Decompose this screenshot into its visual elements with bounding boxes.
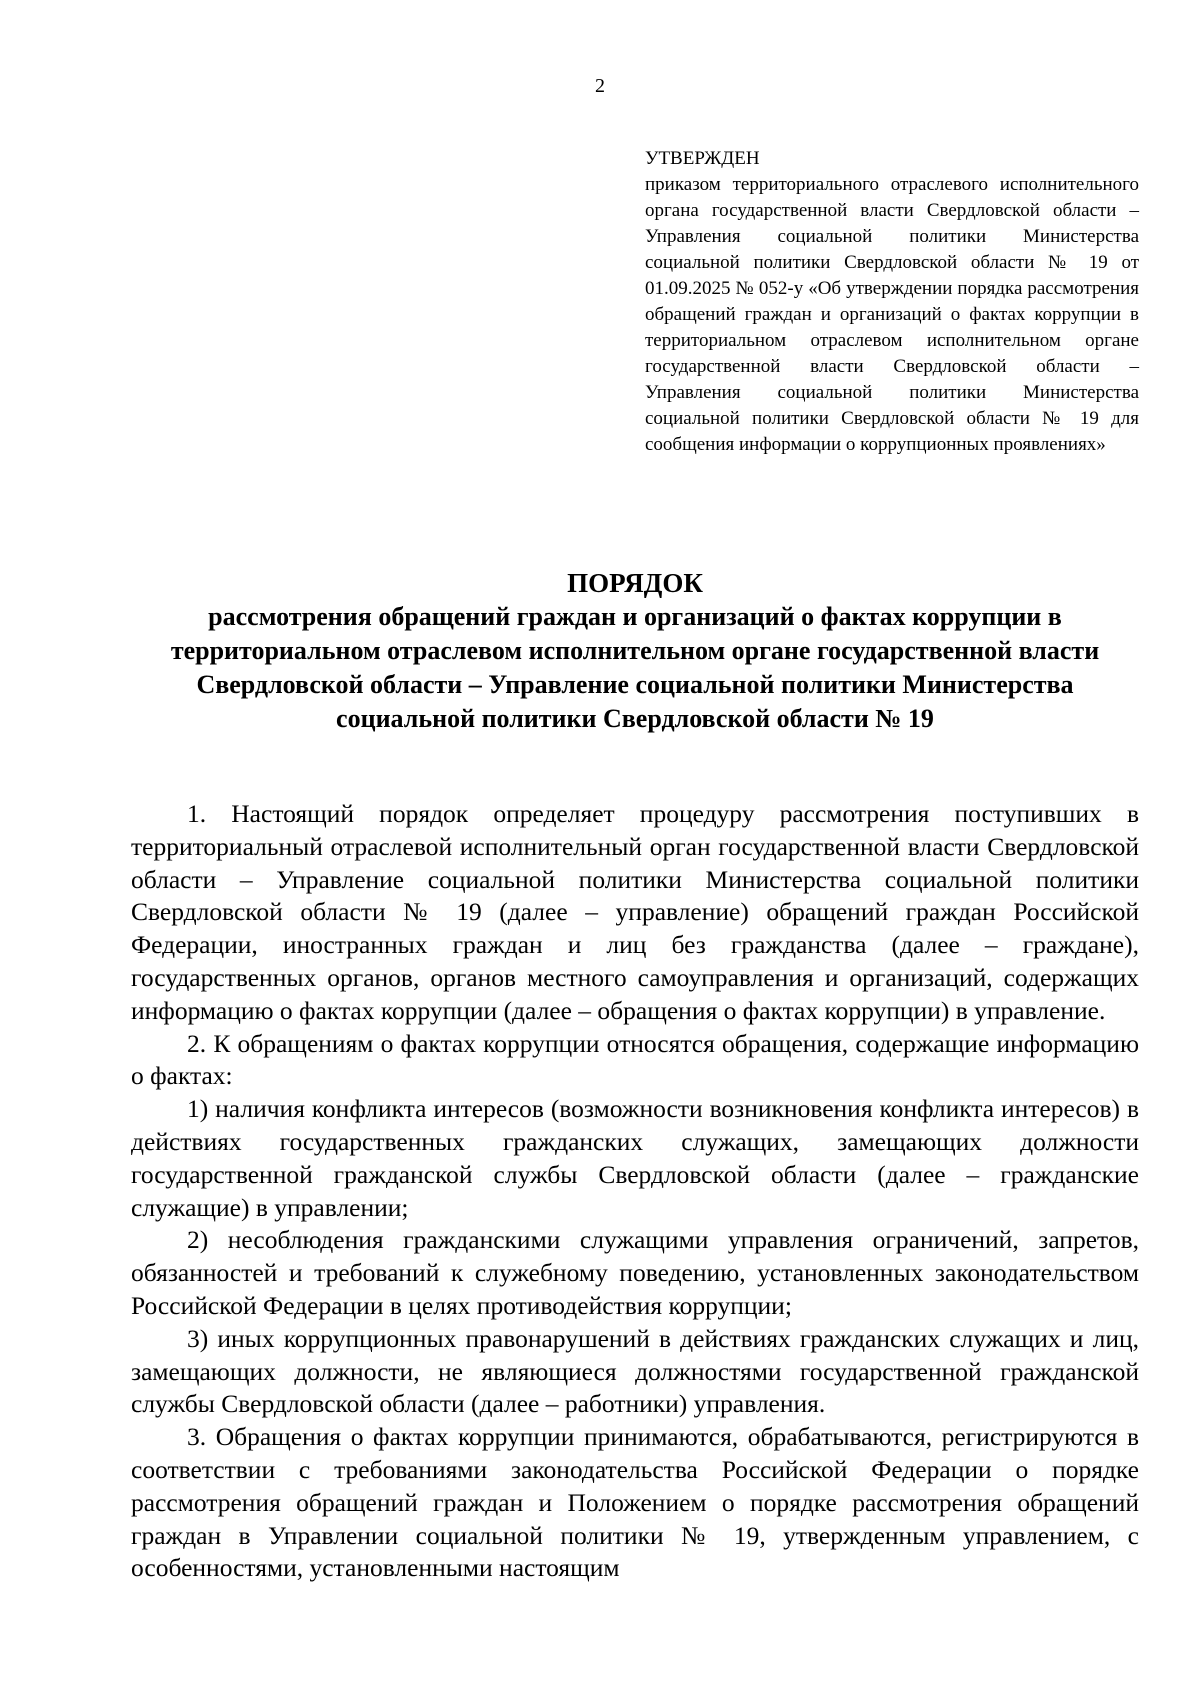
paragraph-2-item-1: 1) наличия конфликта интересов (возможности возникновения конфликта интересов) в действиях государственных гражданских служащих, замещающих должности государственной гражданской службы Свердловской области (далее – гражданские служащие) в управлении; [131, 1094, 1139, 1222]
document-body [131, 798, 1139, 1585]
document-title [130, 566, 1140, 736]
paragraph-1: 1. Настоящий порядок определяет процедуру рассмотрения поступивших в территориальный отраслевой исполнительный орган государственной власти Свердловской области – Управление социальной политики Министерства социальной политики Свердловской области № 19 (далее – управление) обращений граждан Российской Федерации, иностранных граждан и лиц без гражданства (далее – граждане), государственных органов, органов местного самоуправления и организаций, содержащих информацию о фактах коррупции (далее – обращения о фактах коррупции) в управление. [131, 799, 1139, 1025]
paragraph-3: 3. Обращения о фактах коррупции принимаются, обрабатываются, регистрируются в соответствии с требованиями законодательства Российской Федерации о порядке рассмотрения обращений граждан и Положением о порядке рассмотрения обращений граждан в Управлении социальной политики № 19, утвержденным управлением, с особенностями, установленными настоящим [131, 1422, 1139, 1583]
approval-stamp-block [645, 146, 1139, 458]
approval-heading: УТВЕРЖДЕН [645, 148, 760, 169]
title-main: ПОРЯДОК [567, 568, 703, 598]
paragraph-2-item-2: 2) несоблюдения гражданскими служащими управления ограничений, запретов, обязанностей и требований к служебному поведению, установленных законодательством Российской Федерации в целях противодействия коррупции; [131, 1225, 1139, 1320]
title-subtitle: рассмотрения обращений граждан и организаций о фактах коррупции в территориальном отраслевом исполнительном органе государственной власти Свердловской области – Управление социальной политики Министерства социальной политики Свердловской области № 19 [170, 602, 1100, 733]
page-number: 2 [595, 75, 605, 97]
paragraph-2-item-3: 3) иных коррупционных правонарушений в действиях гражданских служащих и лиц, замещающих должности, не являющиеся должностями государственной гражданской службы Свердловской области (далее – работники) управления. [131, 1323, 1139, 1419]
approval-text: приказом территориального отраслевого исполнительного органа государственной власти Свердловской области – Управления социальной политики Министерства социальной политики Свердловской области № 19 от 01.09.2025 № 052-у «Об утверждении порядка рассмотрения обращений граждан и организаций о фактах коррупции в территориальном отраслевом исполнительном органе государственной власти Свердловской области – Управления социальной политики Министерства социальной политики Свердловской области № 19 для сообщения информации о коррупционных проявлениях» [645, 174, 1139, 455]
paragraph-2: 2. К обращениям о фактах коррупции относятся обращения, содержащие информацию о фактах: [131, 1028, 1139, 1091]
